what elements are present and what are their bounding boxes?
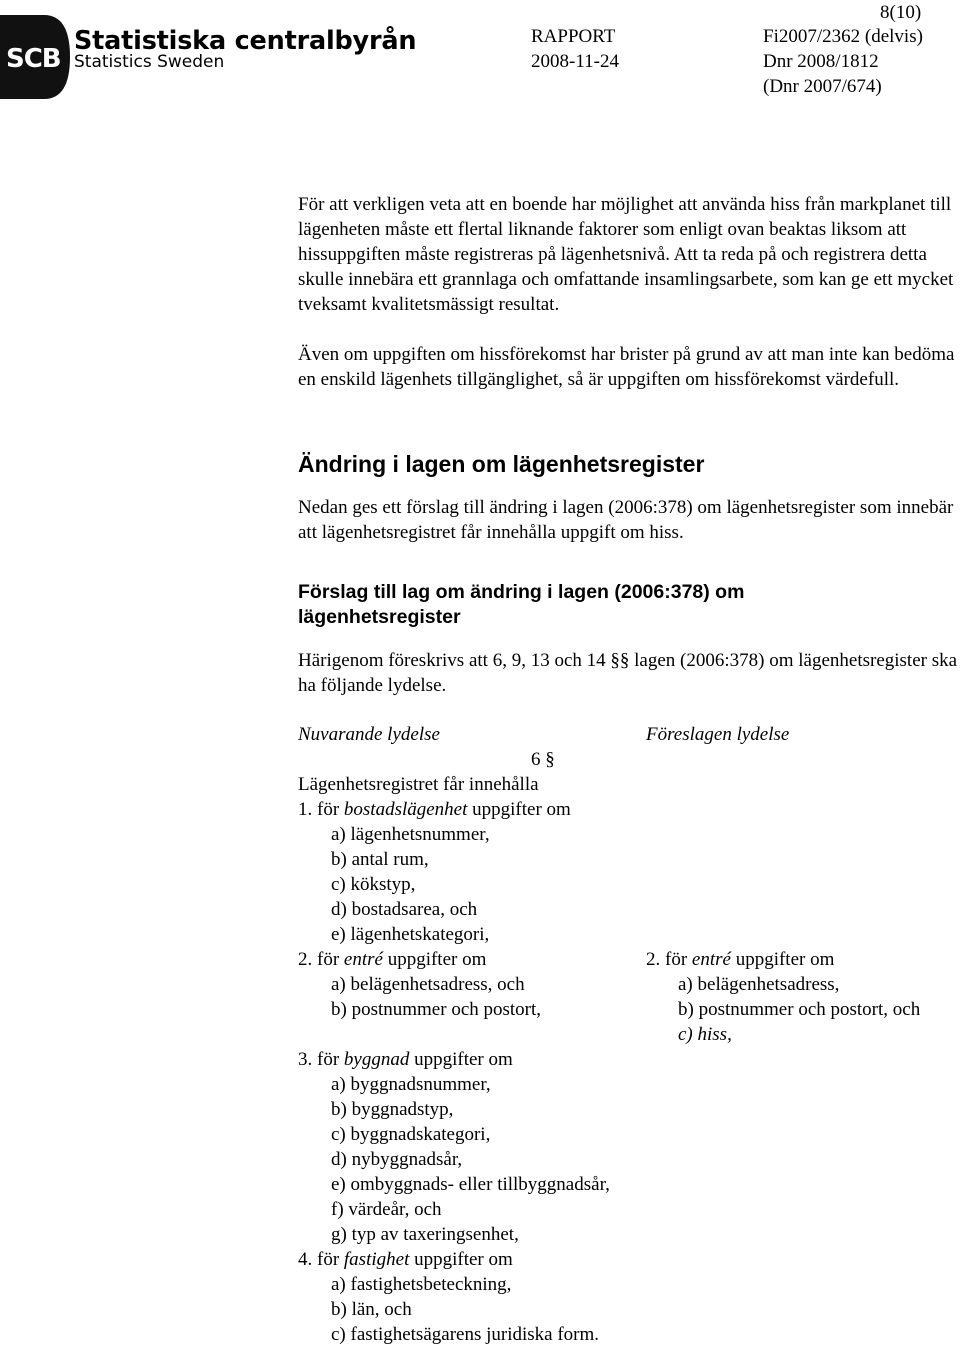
item-1-sub: b) antal rum, (331, 849, 429, 870)
paragraph-3-text: Nedan ges ett förslag till ändring i lagen (2006:378) om lägenhetsregister som innebär att lägenhetsregistret får innehålla uppgift om hiss. (298, 497, 954, 543)
item-3-sub: g) typ av taxeringsenhet, (331, 1224, 519, 1245)
item-2-suffix: uppgifter om (382, 949, 487, 970)
item-2-right-sub: a) belägenhetsadress, (678, 974, 840, 995)
item-2-heading-left (298, 947, 486, 972)
item-2-term: entré (343, 949, 383, 970)
page-number: 8(10) (880, 2, 922, 23)
logo-subtitle: Statistics Sweden (74, 52, 225, 72)
subheading-line-1: Förslag till lag om ändring i lagen (2006:378) om (298, 581, 745, 603)
section-heading: Ändring i lagen om lägenhetsregister (298, 451, 705, 477)
item-2-left-sub: b) postnummer och postort, (331, 999, 542, 1020)
paragraph-1-text: För att verkligen veta att en boende har möjlighet att använda hiss från markplanet till lägenheten måste ett flertal liknande faktorer som enligt ovan beaktas liksom att hissuppgiften måste registreras på lägenhetsnivå. Att ta reda på och registrera detta skulle innebära ett grannlaga och omfattande insamlingsarbete, som kan ge ett mycket tveksamt kvalitetsmässigt resultat. (298, 194, 954, 315)
item-3-sub: e) ombyggnads- eller tillbyggnadsår, (331, 1174, 610, 1195)
paragraph-3 (298, 495, 960, 545)
item-3-sub: c) byggnadskategori, (331, 1124, 491, 1145)
item-3-prefix: 3. för (298, 1049, 344, 1070)
item-4-term: fastighet (343, 1249, 410, 1270)
item-1-sub: d) bostadsarea, och (331, 899, 478, 920)
item-4-sub: a) fastighetsbeteckning, (331, 1274, 512, 1295)
item-2-prefix: 2. för (646, 949, 692, 970)
item-1-sub: c) kökstyp, (331, 874, 416, 895)
item-4-suffix: uppgifter om (409, 1249, 513, 1270)
item-1-suffix: uppgifter om (467, 799, 571, 820)
doc-dnr-old: (Dnr 2007/674) (763, 76, 882, 97)
doc-dnr: Dnr 2008/1812 (763, 51, 879, 72)
item-1-sub: e) lägenhetskategori, (331, 924, 490, 945)
doc-date: 2008-11-24 (531, 51, 619, 72)
item-3-sub: b) byggnadstyp, (331, 1099, 454, 1120)
item-2-prefix: 2. för (298, 949, 344, 970)
item-2-term: entré (691, 949, 731, 970)
logo-title: Statistiska centralbyrån (74, 26, 417, 56)
item-1-sub: a) lägenhetsnummer, (331, 824, 490, 845)
item-3-heading (298, 1047, 513, 1072)
item-2-suffix: uppgifter om (730, 949, 835, 970)
item-2-heading-right (646, 947, 834, 972)
item-3-term: byggnad (343, 1049, 410, 1070)
paragraph-1 (298, 192, 960, 317)
item-3-sub: d) nybyggnadsår, (331, 1149, 463, 1170)
item-2-right-sub: b) postnummer och postort, och (678, 999, 921, 1020)
item-4-sub: b) län, och (331, 1299, 412, 1320)
item-4-heading (298, 1247, 513, 1272)
scb-logo-icon (0, 15, 70, 99)
paragraph-2-text: Även om uppgiften om hissförekomst har brister på grund av att man inte kan bedöma en enskild lägenhets tillgänglighet, så är uppgiften om hissförekomst värdefull. (298, 344, 955, 390)
item-2-left-sub: a) belägenhetsadress, och (331, 974, 525, 995)
item-3-sub: a) byggnadsnummer, (331, 1074, 491, 1095)
item-3-suffix: uppgifter om (409, 1049, 513, 1070)
svg-text:SCB: SCB (6, 44, 61, 74)
item-4-prefix: 4. för (298, 1249, 344, 1270)
left-column-header: Nuvarande lydelse (298, 724, 440, 745)
subheading-line-2: lägenhetsregister (298, 606, 461, 628)
doc-id: Fi2007/2362 (delvis) (763, 26, 923, 47)
paragraph-4-text: Härigenom föreskrivs att 6, 9, 13 och 14 §§ lagen (2006:378) om lägenhetsregister ska ha följande lydelse. (298, 650, 958, 696)
item-3-sub: f) värdeår, och (331, 1199, 442, 1220)
paragraph-4 (298, 648, 960, 698)
doc-type: RAPPORT (531, 26, 616, 47)
right-column-header: Föreslagen lydelse (646, 724, 790, 745)
section-intro: Lägenhetsregistret får innehålla (298, 774, 539, 795)
item-1-prefix: 1. för (298, 799, 344, 820)
item-4-sub: c) fastighetsägarens juridiska form. (331, 1324, 600, 1345)
item-2-right-new-sub: c) hiss, (678, 1024, 732, 1045)
item-1-heading (298, 797, 571, 822)
paragraph-2 (298, 342, 960, 392)
section-number: 6 § (531, 749, 555, 770)
item-1-term: bostadslägenhet (343, 799, 468, 820)
